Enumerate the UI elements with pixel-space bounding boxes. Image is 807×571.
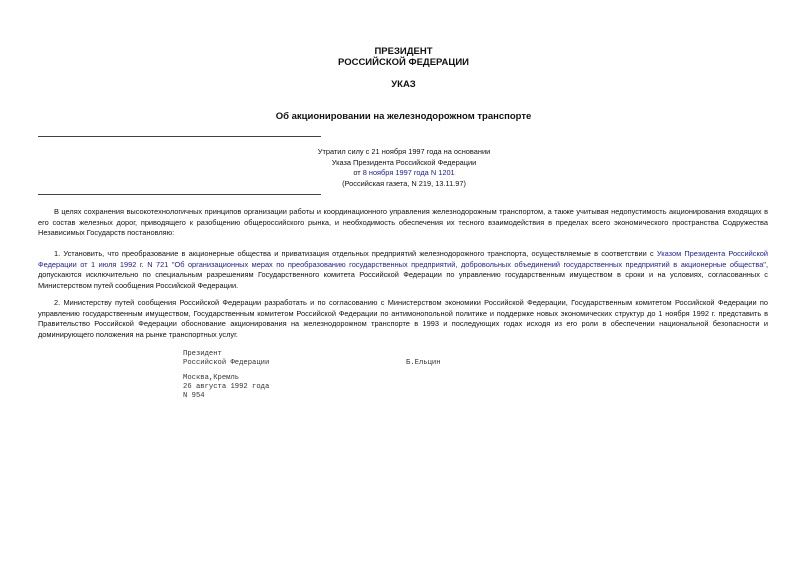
status-note-line2: Указа Президента Российской Федерации xyxy=(331,157,477,167)
bottom-divider xyxy=(38,194,321,195)
header-country: РОССИЙСКОЙ ФЕДЕРАЦИИ xyxy=(337,57,469,68)
signature-title-1: Президент xyxy=(183,350,222,358)
document-title: Об акционировании на железнодорожном транспорте xyxy=(275,111,532,122)
status-note-line3 xyxy=(304,168,504,179)
top-divider xyxy=(38,136,321,137)
signature-name: Б.Ельцин xyxy=(406,359,441,367)
status-note-prefix: от xyxy=(353,168,363,178)
preamble-paragraph: В целях сохранения высокотехнологичных принципов организации работы и координационного управления железнодорожным транспортом, а также учитывая недопустимость акционирования входящих в его состав железных дорог, приводящего к разобщению общероссийского рынка, и необходимость обеспечения их тесного взаимодействия в пределах всего экономического пространства Содружества Независимых Государств постановляю: xyxy=(38,207,768,238)
status-note-line4: (Российская газета, N 219, 13.11.97) xyxy=(342,178,466,188)
status-note-line1: Утратил силу с 21 ноября 1997 года на основании xyxy=(317,147,491,156)
paragraph-1-start: 1. Установить, что преобразование в акционерные общества и приватизация отдельных предприятий железнодорожного транспорта, осуществляемые в соответствии с xyxy=(54,249,657,258)
signature-number: N 954 xyxy=(183,392,205,400)
paragraph-1-end: , допускаются исключительно по специальным разрешениям Государственного комитета Российской Федерации по управлению государственным имуществом в сроки и на условиях, согласованных с Министерством путей сообщения Российской Федерации. xyxy=(38,259,768,290)
repeal-decree-link[interactable]: 8 ноября 1997 года N 1201 xyxy=(362,168,455,178)
paragraph-2: 2. Министерству путей сообщения Российской Федерации разработать и по согласованию с Министерством экономики Российской Федерации, Государственным комитетом Российской Федерации по управлению государственным имуществом, Государственным комитетом Российской Федерации по антимонопольной политике и поддержке новых экономических структур до 1 ноября 1992 г. представить в Правительство Российской Федерации обоснование акционирования на железнодорожном транспорте в 1993 и последующих годах исходя из его роли в обеспечении национальной безопасности и доминирующего положения на рынке транспортных услуг. xyxy=(38,298,768,339)
status-note xyxy=(304,147,504,189)
header-president: ПРЕЗИДЕНТ xyxy=(374,46,433,57)
signature-title-2: Российской Федерации xyxy=(183,359,270,367)
signature-place: Москва,Кремль xyxy=(183,374,240,382)
header-doc-type: УКАЗ xyxy=(391,79,416,90)
paragraph-1 xyxy=(38,249,768,291)
signature-date: 26 августа 1992 года xyxy=(183,383,270,391)
decree-721-link[interactable]: Указом Президента Российской Федерации от 1 июля 1992 г. N 721 "Об организационных мерах по преобразованию государственных предприятий, добровольных объединений государственных предприятий в акционерные общества" xyxy=(38,249,769,269)
